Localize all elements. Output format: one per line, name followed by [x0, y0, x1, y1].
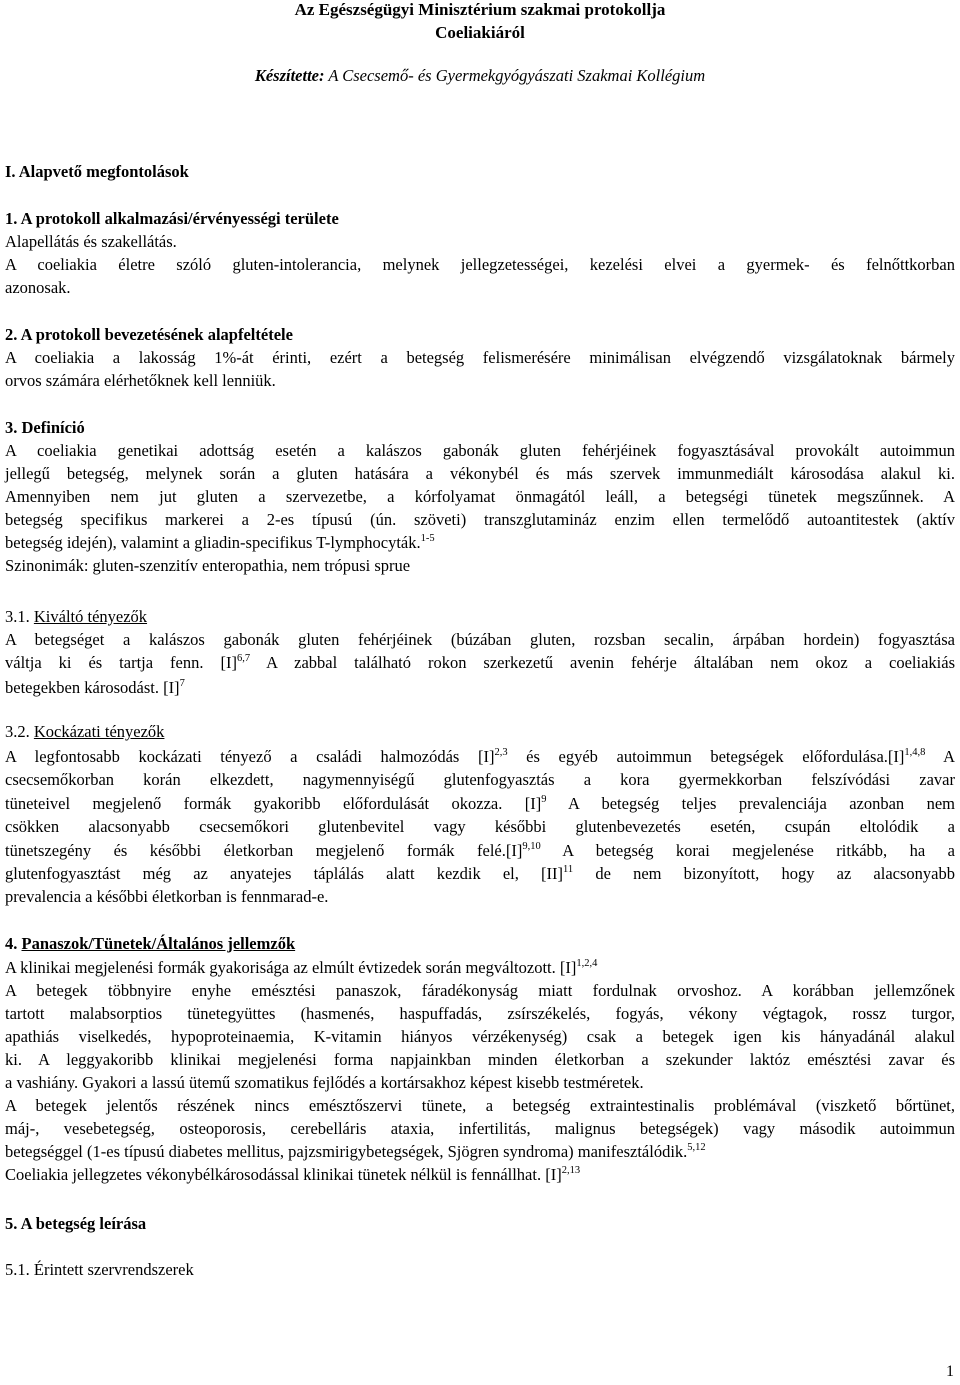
section-3-text: jellegű betegség, melynek során a gluten hatására a vékonybél és más szervek immunmediált károsodása alakul ki. [5, 464, 955, 483]
text-run: betegséggel (1-es típusú diabetes mellitus, pajzsmirigybetegségek, Sjögren syndroma) manifesztálódik. [5, 1142, 688, 1161]
section-1-heading: 1. A protokoll alkalmazási/érvényességi területe [5, 209, 339, 228]
section-2-text: orvos számára elérhetőknek kell lenniük. [5, 371, 276, 390]
section-3-1-text [5, 651, 955, 674]
author-line [0, 64, 960, 87]
section-3-2-text: csecsemőkorban korán elkezdett, nagymennyiségű glutenfogyasztás a kora gyermekkorban felszívódási zavar [5, 770, 955, 789]
text-run: betegekben károsodást. [I] [5, 678, 180, 697]
section-4-text: tartott malabsorptios tünetegyüttes (hasmenés, haspuffadás, zsírszékelés, fogyás, vékony végtagok, rossz turgor, [5, 1004, 955, 1023]
citation-superscript: 1,4,8 [904, 747, 926, 758]
section-3-text-run: betegség idején), valamint a gliadin-specifikus T-lymphocyták. [5, 533, 421, 552]
section-4-text: a vashiány. Gyakori a lassú ütemű szomatikus fejlődés a kortársakhoz képest kisebb testméretek. [5, 1073, 644, 1092]
section-title: Kiváltó tényezők [33, 607, 148, 626]
author-value: A Csecsemő- és Gyermekgyógyászati Szakmai Kollégium [324, 66, 706, 85]
citation-superscript: 11 [563, 864, 574, 875]
section-2-heading: 2. A protokoll bevezetésének alapfeltétele [5, 325, 293, 344]
text-run: glutenfogyasztást még az anyatejes táplálás alatt kezdik el, [II] [5, 864, 564, 883]
section-3-2-text: csökken alacsonyabb csecsemőkori glutenbevitel vagy későbbi glutenbevezetés esetén, csupán eltolódik a [5, 817, 955, 836]
text-run: Coeliakia jellegzetes vékonybélkárosodással klinikai tünetek nélkül is fennállhat. [I] [5, 1165, 562, 1184]
section-number: 3.2. [5, 722, 34, 741]
text-run: A zabbal található rokon szerkezetű avenin fehérje általában nem okoz a coeliakiás [250, 653, 955, 672]
text-run: A [925, 747, 956, 766]
section-1-text: Alapellátás és szakellátás. [5, 232, 177, 251]
document-title-line2: Coeliakiáról [435, 23, 525, 42]
author-label: Készítette: [254, 66, 325, 85]
section-4-text [5, 1140, 706, 1163]
section-4-text: apathiás viselkedés, hypoproteinaemia, K-vitamin hiányos vérzékenység) csak a betegek igen kis hányadánál alakul [5, 1027, 955, 1046]
section-3-2-text [5, 862, 955, 885]
text-run: A betegség korai megjelenése ritkább, ha a [540, 841, 955, 860]
citation-superscript: 2,13 [561, 1165, 581, 1176]
section-3-text: A coeliakia genetikai adottság esetén a kalászos gabonák gluten fehérjéinek fogyasztásával provokált autoimmun [5, 441, 955, 460]
section-4-text: ki. A leggyakoribb klinikai megjelenési forma napjainkban minden életkorban a szekunder laktóz emésztési zavar és [5, 1050, 955, 1069]
section-3-text: Amennyiben nem jut gluten a szervezetbe, a kórfolyamat önmagától leáll, a betegségi tünetek megszűnnek. A [5, 487, 955, 506]
section-4-text: A betegek többnyire enyhe emésztési panaszok, fáradékonyság miatt fordulnak orvoshoz. A korábban jellemzőnek [5, 981, 955, 1000]
section-4-text: A betegek jelentős részének nincs emésztőszervi tünete, a betegség extraintestinalis problémával (viszkető bőrtünet, [5, 1096, 955, 1115]
text-run: tünetszegény és későbbi életkorban megjelenő formák felé.[I] [5, 841, 523, 860]
section-2-text: A coeliakia a lakosság 1%-át érinti, ezért a betegség felismerésére minimálisan elvégzendő vizsgálatoknak bármely [5, 348, 955, 367]
text-run: A legfontosabb kockázati tényező a családi halmozódás [I] [5, 747, 495, 766]
section-5-heading: 5. A betegség leírása [5, 1214, 147, 1233]
citation-superscript: 7 [179, 678, 185, 689]
section-3-2-text: prevalencia a későbbi életkorban is fennmarad-e. [5, 887, 329, 906]
section-4-text: máj-, vesebetegség, osteoporosis, cerebelláris ataxia, infertilitás, malignus betegségek) vagy második autoimmun [5, 1119, 955, 1138]
document-title-line1: Az Egészségügyi Minisztérium szakmai protokollja [294, 0, 666, 19]
section-5-1-heading: 5.1. Érintett szervrendszerek [5, 1260, 194, 1279]
section-3-text [5, 531, 435, 554]
text-run: A klinikai megjelenési formák gyakorisága az elmúlt évtizedek során megváltozott. [I] [5, 958, 577, 977]
section-number: 3.1. [5, 607, 34, 626]
section-4-text [5, 1163, 580, 1186]
section-3-1-text: A betegséget a kalászos gabonák gluten fehérjéinek (búzában gluten, rozsban secalin, árpában hordein) fogyasztása [5, 630, 955, 649]
text-run: de nem bizonyított, hogy az alacsonyabb [573, 864, 955, 883]
section-3-2-text [5, 745, 955, 768]
section-title: Panaszok/Tünetek/Általános jellemzők [21, 934, 296, 953]
section-1-text: A coeliakia életre szóló gluten-intolerancia, melynek jellegzetességei, kezelési elvei a gyermek- és felnőttkorban [5, 255, 955, 274]
section-I-heading: I. Alapvető megfontolások [5, 162, 189, 181]
section-4-heading [5, 932, 295, 955]
section-title: Kockázati tényezők [33, 722, 165, 741]
page-number: 1 [946, 1362, 954, 1380]
section-3-1-text [5, 676, 185, 699]
section-3-2-text [5, 792, 955, 815]
section-number: 4. [5, 934, 22, 953]
section-1-text: azonosak. [5, 278, 71, 297]
text-run: váltja ki és tartja fenn. [I] [5, 653, 237, 672]
text-run: A betegség teljes prevalenciája azonban nem [546, 794, 955, 813]
synonyms-line: Szinonimák: gluten-szenzitív enteropathia, nem trópusi sprue [5, 556, 411, 575]
citation-superscript: 2,3 [494, 747, 508, 758]
citation-superscript: 1,2,4 [576, 958, 598, 969]
text-run: és egyéb autoimmun betegségek előfordulása.[I] [507, 747, 905, 766]
citation-superscript: 5,12 [687, 1142, 706, 1153]
section-3-heading: 3. Definíció [5, 418, 85, 437]
citation-superscript: 9,10 [522, 841, 541, 852]
section-4-text [5, 956, 597, 979]
citation-superscript: 9 [541, 794, 547, 805]
citation-superscript: 6,7 [236, 653, 251, 664]
section-3-2-text [5, 839, 955, 862]
citation-superscript: 1-5 [420, 533, 435, 544]
section-3-2-heading [5, 720, 164, 743]
section-3-text: betegség specifikus markerei a 2-es típusú (ún. szöveti) transzglutamináz enzim ellen termelődő autoantitestek (aktív [5, 510, 955, 529]
text-run: tüneteivel megjelenő formák gyakoribb előfordulását okozza. [I] [5, 794, 542, 813]
section-3-1-heading [5, 605, 147, 628]
